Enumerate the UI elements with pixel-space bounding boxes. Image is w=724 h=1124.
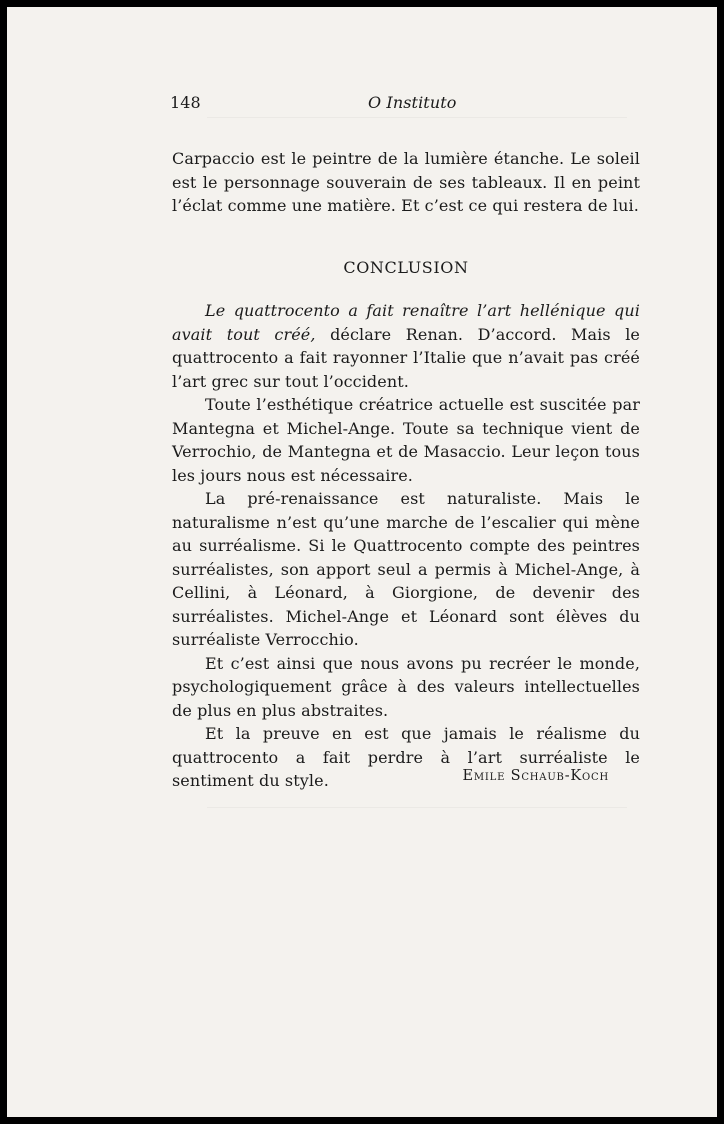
page-number: 148 [170, 93, 201, 112]
paragraph: Et la preuve en est que jamais le réalisme du quattrocento a fait perdre à l’art surréaliste le sentiment du style. [172, 724, 640, 790]
conclusion-section [172, 299, 640, 793]
paragraph [172, 299, 640, 393]
bleed-through-line [207, 807, 627, 808]
opening-paragraph-block [172, 147, 640, 218]
document-page [7, 7, 717, 1117]
paragraph: Carpaccio est le peintre de la lumière étanche. Le soleil est le personnage souverain de ses tableaux. Il en peint l’éclat comme une matière. Et c’est ce qui restera de lui. [172, 149, 640, 215]
section-heading: CONCLUSION [343, 258, 469, 277]
paragraph: La pré-renaissance est naturaliste. Mais le naturalisme n’est qu’une marche de l’escalier qui mène au surréalisme. Si le Quattrocento compte des peintres surréalistes, son apport seul a permis à Michel-Ange, à Cellini, à Léonard, à Giorgione, de devenir des surréalistes. Michel-Ange et Léonard sont élèves du surréaliste Verrocchio. [172, 489, 640, 649]
quotation: Le quattrocento a fait renaître l’art hellénique qui avait tout créé, [172, 301, 640, 344]
paragraph: Toute l’esthétique créatrice actuelle est suscitée par Mantegna et Michel-Ange. Toute sa technique vient de Verrochio, de Mantegna et de Masaccio. Leur leçon tous les jours nous est nécessaire. [172, 395, 640, 485]
running-title: O Instituto [368, 93, 457, 112]
paragraph: Et c’est ainsi que nous avons pu recréer le monde, psychologiquement grâce à des valeurs intellectuelles de plus en plus abstraites. [172, 653, 640, 720]
author-signature: Emile Schaub-Koch [462, 768, 609, 784]
page-header [170, 91, 640, 115]
paragraph-text: déclare Renan. D’accord. Mais le quattrocento a fait rayonner l’Italie que n’avait pas créé l’art grec sur tout l’occident. [172, 324, 640, 391]
bleed-through-line [207, 117, 627, 118]
